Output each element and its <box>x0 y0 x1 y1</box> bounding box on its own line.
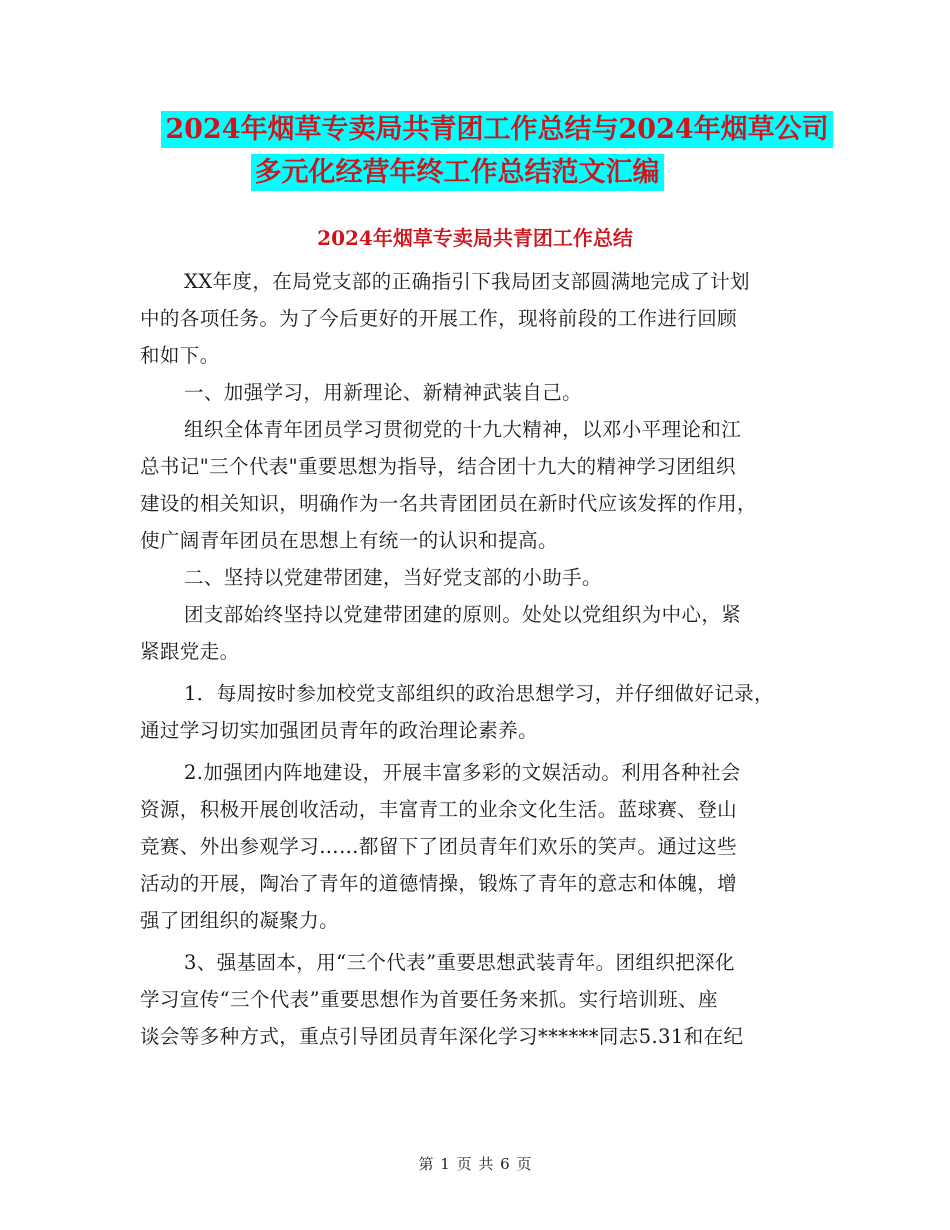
paragraph-line: 谈会等多种方式，重点引导团员青年深化学习******同志5.31和在纪 <box>140 1025 744 1048</box>
section-title: 2024年烟草专卖局共青团工作总结 <box>317 226 633 250</box>
paragraph-line: 使广阔青年团员在思想上有统一的认识和提高。 <box>140 529 558 552</box>
paragraph-line: 竞赛、外出参观学习……都留下了团员青年们欢乐的笑声。通过这些 <box>140 835 738 858</box>
paragraph-line: 建设的相关知识，明确作为一名共青团团员在新时代应该发挥的作用， <box>140 492 757 515</box>
heading-line: 一、加强学习，用新理论、新精神武装自己。 <box>184 381 583 404</box>
paragraph-line: 资源，积极开展创收活动，丰富青工的业余文化生活。蓝球赛、登山 <box>140 798 738 821</box>
paragraph-line: 总书记"三个代表"重要思想为指导，结合团十九大的精神学习团组织 <box>140 455 736 478</box>
paragraph-line: 组织全体青年团员学习贯彻党的十九大精神，以邓小平理论和江 <box>184 418 742 441</box>
page-footer: 第 1 页 共 6 页 <box>418 1155 532 1173</box>
paragraph-line: XX年度，在局党支部的正确指引下我局团支部圆满地完成了计划 <box>184 270 750 293</box>
paragraph-line: 2.加强团内阵地建设，开展丰富多彩的文娱活动。利用各种社会 <box>184 761 741 784</box>
title-highlight-2: 多元化经营年终工作总结范文汇编 <box>251 154 664 191</box>
paragraph-line: 活动的开展，陶冶了青年的道德情操，锻炼了青年的意志和体魄，增 <box>140 872 738 895</box>
paragraph-line: 强了团组织的凝聚力。 <box>140 909 340 932</box>
title-highlight-1: 2024年烟草专卖局共青团工作总结与2024年烟草公司 <box>161 111 832 148</box>
paragraph-line: 和如下。 <box>140 344 220 367</box>
paragraph-line: 团支部始终坚持以党建带团建的原则。处处以党组织为中心，紧 <box>184 603 742 626</box>
body-text <box>140 263 810 1055</box>
heading-line: 二、坚持以党建带团建，当好党支部的小助手。 <box>184 566 602 589</box>
document-title-line-1 <box>22 112 950 148</box>
paragraph-line: 学习宣传“三个代表”重要思想作为首要任务来抓。实行培训班、座 <box>140 988 718 1011</box>
document-title-line-2 <box>0 155 932 191</box>
paragraph-line: 通过学习切实加强团员青年的政治理论素养。 <box>140 719 539 742</box>
paragraph-line: 1．每周按时参加校党支部组织的政治思想学习，并仔细做好记录， <box>184 682 774 705</box>
paragraph-line: 3、强基固本，用“三个代表”重要思想武装青年。团组织把深化 <box>184 951 735 974</box>
paragraph-line: 中的各项任务。为了今后更好的开展工作，现将前段的工作进行回顾 <box>140 307 738 330</box>
paragraph-line: 紧跟党走。 <box>140 640 240 663</box>
